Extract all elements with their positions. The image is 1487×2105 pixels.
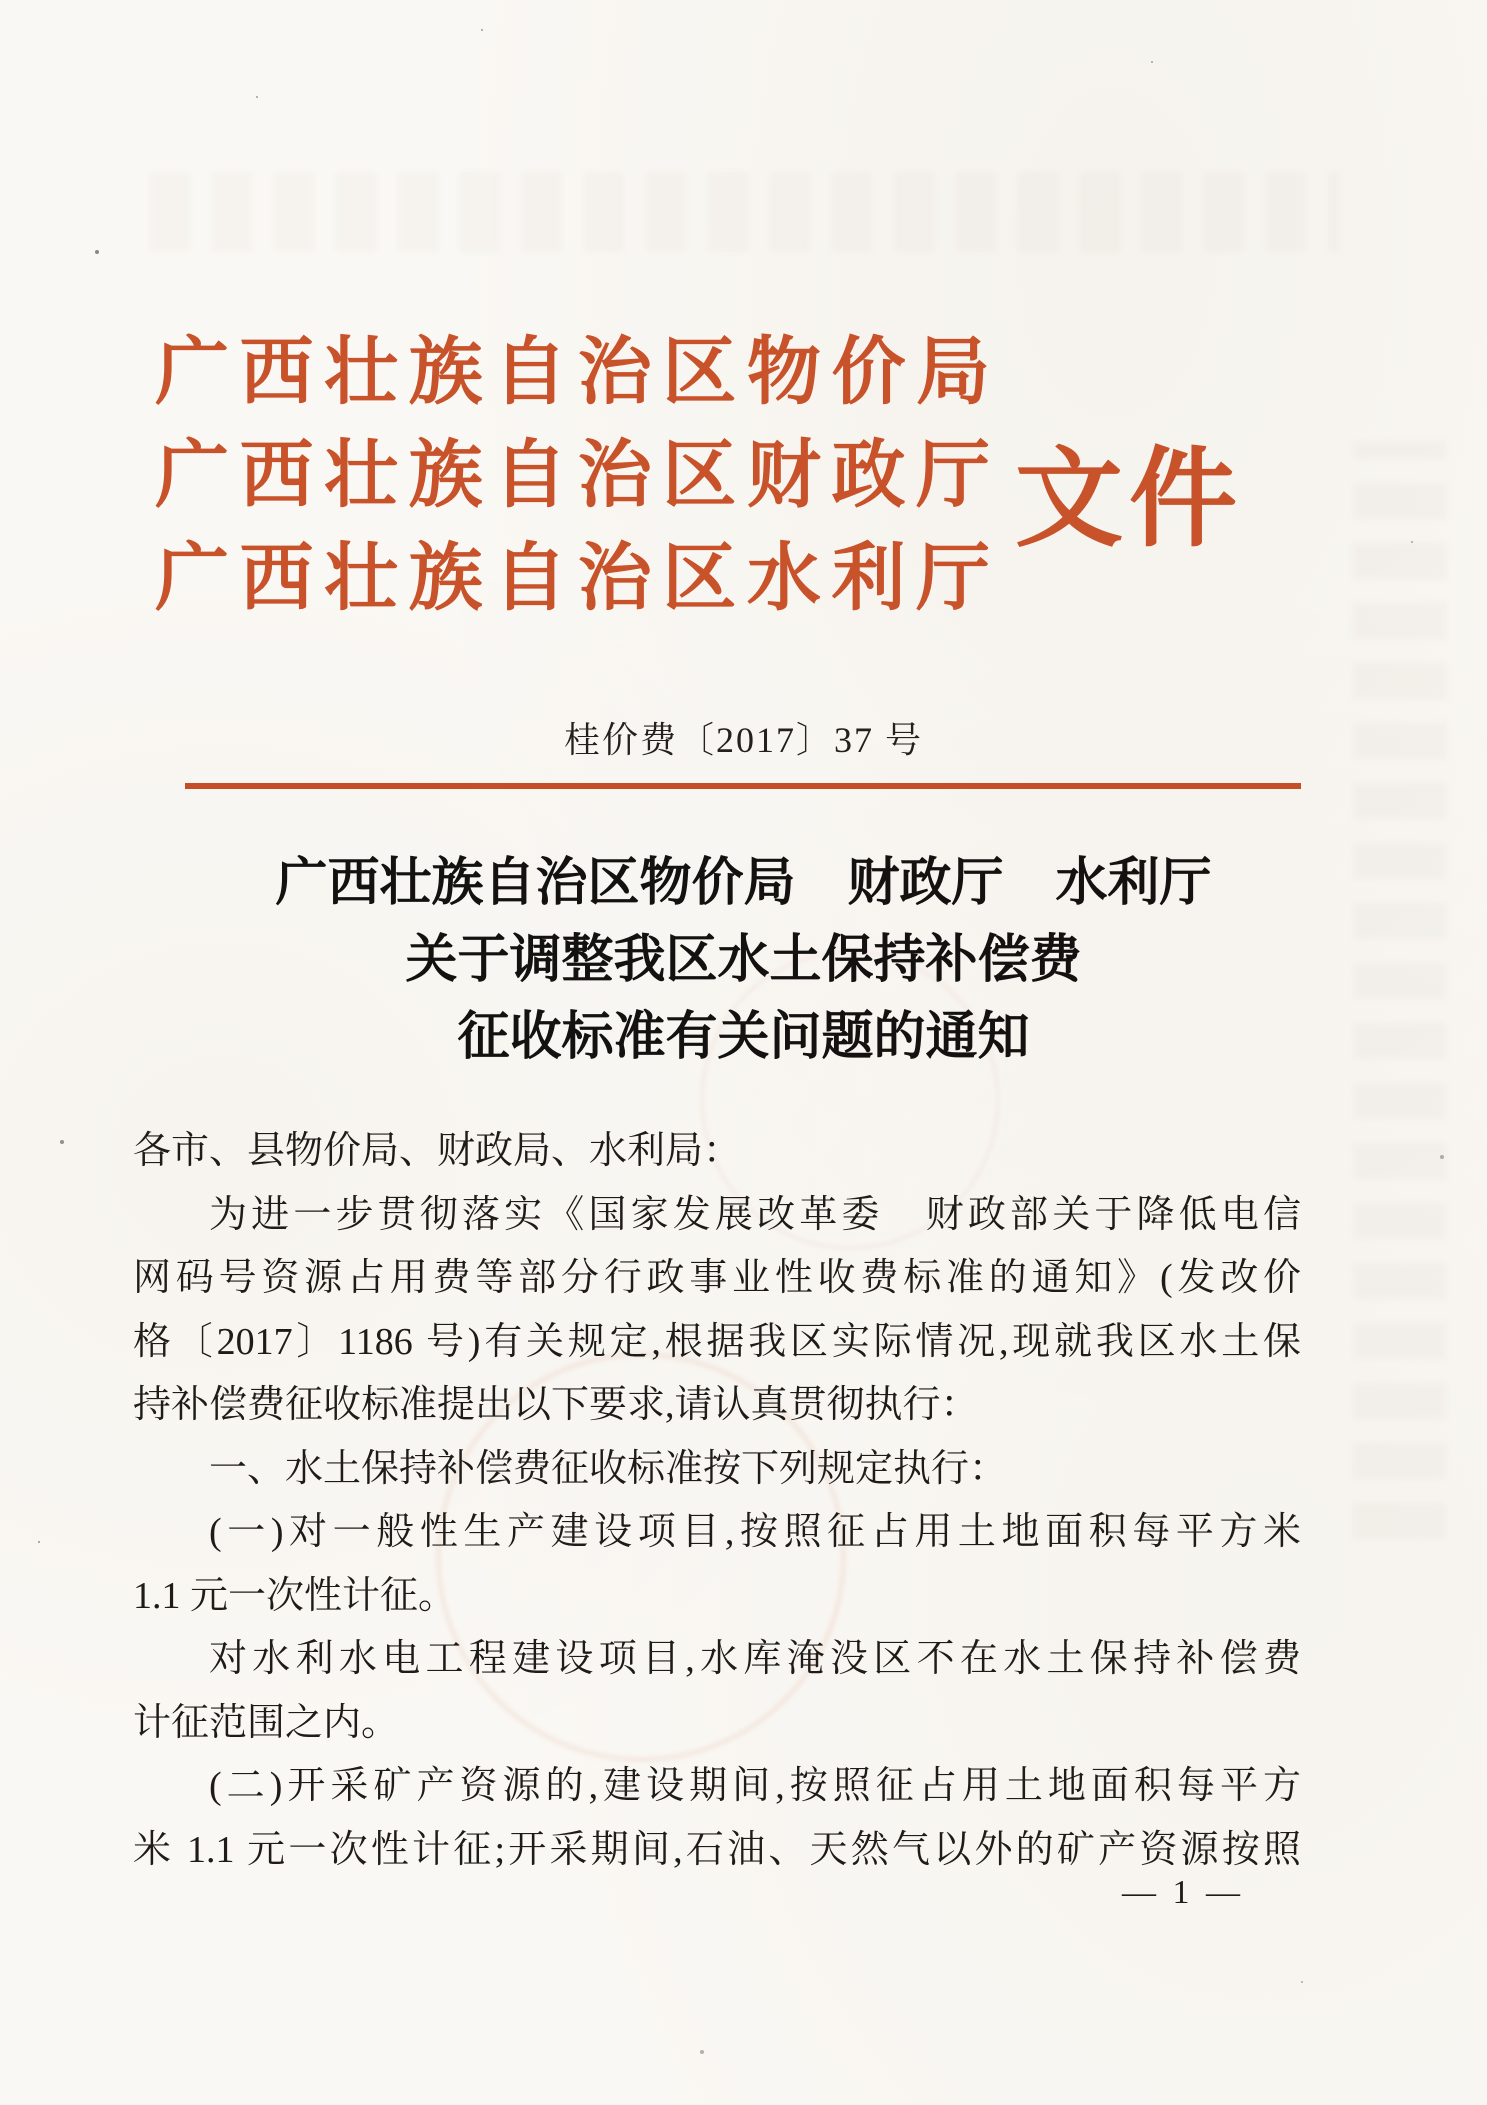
body-line: 各市、县物价局、财政局、水利局： — [133, 1130, 742, 1172]
scan-bleed-through-top — [150, 172, 1340, 252]
agency-name-line: 广西壮族自治区物价局 — [155, 332, 990, 414]
body-line: 持补偿费征收标准提出以下要求,请认真贯彻执行： — [133, 1384, 979, 1426]
body-line: 一、水土保持补偿费征收标准按下列规定执行： — [209, 1447, 1008, 1490]
title-line-1: 广西壮族自治区物价局 财政厅 水利厅 — [275, 855, 1212, 912]
document-number: 桂价费〔2017〕37 号 — [563, 720, 923, 760]
body-line: (二)开采矿产资源的,建设期间,按照征占用土地面积每平方 — [209, 1765, 1301, 1807]
document-title — [0, 845, 1487, 1076]
letterhead — [155, 322, 990, 631]
body-line: 米 1.1 元一次性计征;开采期间,石油、天然气以外的矿产资源按照 — [133, 1828, 1301, 1871]
body-line: 格〔2017〕1186 号)有关规定,根据我区实际情况,现就我区水土保 — [133, 1320, 1301, 1363]
document-type-label: 文件 — [1015, 441, 1244, 560]
agency-name-line: 广西壮族自治区财政厅 — [155, 435, 990, 517]
title-line-2: 关于调整我区水土保持补偿费 — [405, 932, 1082, 989]
red-divider-line — [185, 783, 1301, 789]
document-body — [133, 1120, 1301, 1882]
scan-dust-specks — [95, 250, 99, 254]
agency-names — [155, 322, 990, 631]
body-line: (一)对一般性生产建设项目,按照征占用土地面积每平方米 — [209, 1511, 1301, 1553]
page-number: — 1 — — [1122, 1874, 1244, 1911]
title-line-3: 征收标准有关问题的通知 — [457, 1009, 1030, 1066]
agency-name-line: 广西壮族自治区水利厅 — [155, 538, 990, 620]
body-line: 1.1 元一次性计征。 — [133, 1574, 457, 1617]
body-line: 对水利水电工程建设项目,水库淹没区不在水土保持补偿费 — [209, 1638, 1301, 1680]
body-line: 网码号资源占用费等部分行政事业性收费标准的通知》(发改价 — [133, 1257, 1301, 1299]
body-line: 计征范围之内。 — [133, 1701, 400, 1744]
body-line: 为进一步贯彻落实《国家发展改革委 财政部关于降低电信 — [209, 1193, 1301, 1236]
